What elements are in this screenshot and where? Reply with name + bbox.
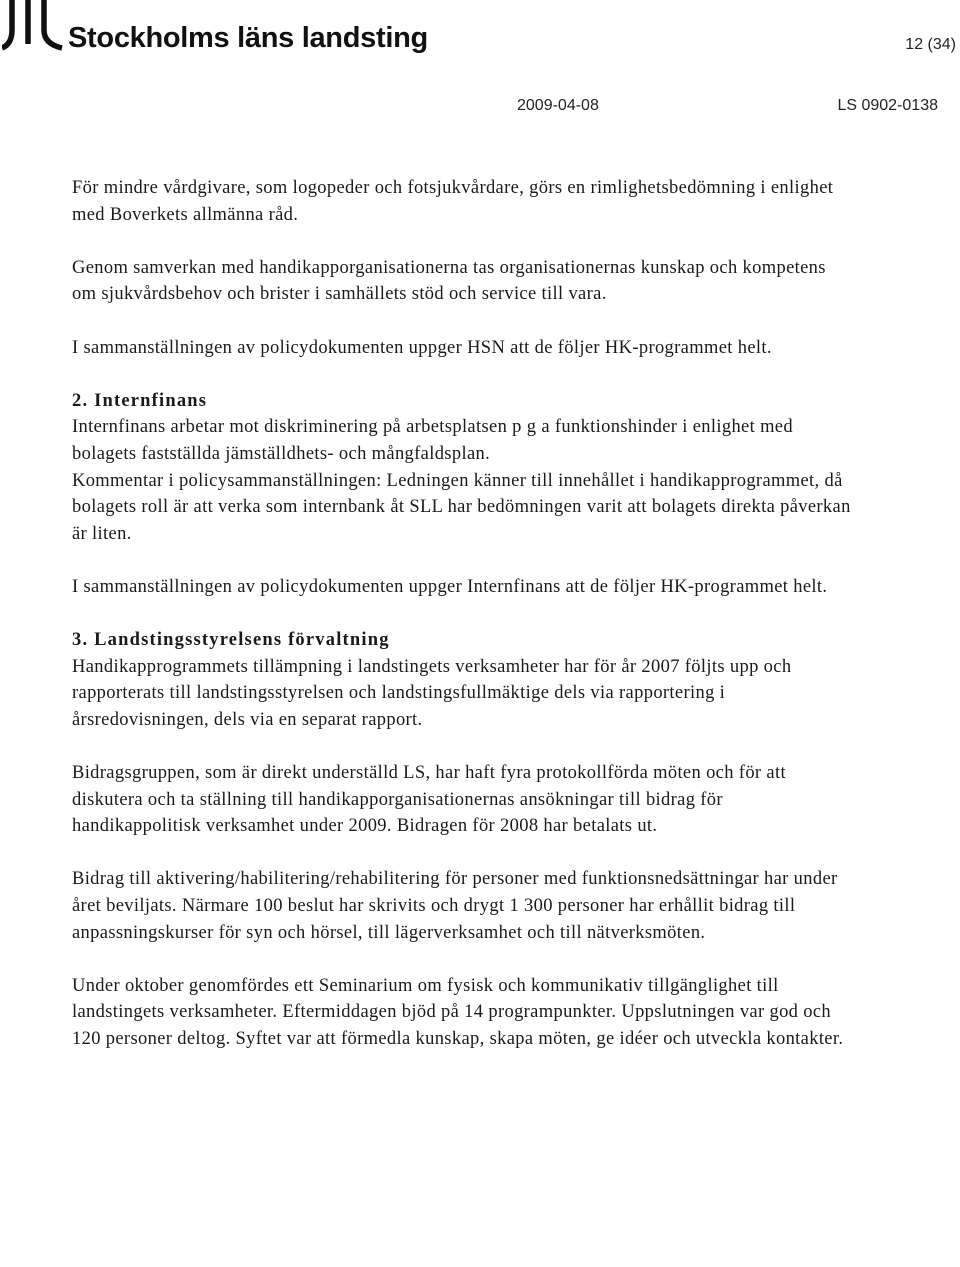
- paragraph: För mindre vårdgivare, som logopeder och fotsjukvårdare, görs en rimlighetsbedömning i enlighet med Boverkets allmänna råd.: [72, 178, 834, 225]
- document-reference: LS 0902-0138: [837, 97, 938, 114]
- paragraph: Handikapprogrammets tillämpning i landstingets verksamheter har för år 2007 följts upp och rapporterats till landstingsstyrelsen och landstingsfullmäktige dels via rapportering i årsredovisningen, dels via en separat rapport.: [72, 656, 792, 730]
- organization-name: Stockholms läns landsting: [68, 22, 428, 54]
- paragraph: I sammanställningen av policydokumenten uppger HSN att de följer HK-programmet helt.: [72, 337, 772, 358]
- section-heading: 3. Landstingsstyrelsens förvaltning: [72, 630, 390, 651]
- organization-logo: [2, 0, 428, 54]
- paragraph: I sammanställningen av policydokumenten uppger Internfinans att de följer HK-programmet helt.: [72, 576, 828, 597]
- paragraph: Bidrag till aktivering/habilitering/rehabilitering för personer med funktionsnedsättningar har under året beviljats. Närmare 100 beslut har skrivits och drygt 1 300 personer har erhållit bidrag till anpassningskurser för syn och hörsel, till lägerverksamhet och till nätverksmöten.: [72, 869, 838, 943]
- document-date: 2009-04-08: [517, 97, 599, 114]
- paragraph: Under oktober genomfördes ett Seminarium om fysisk och kommunikativ tillgänglighet till landstingets verksamheter. Eftermiddagen bjöd på 14 programpunkter. Uppslutningen var god och 120 personer deltog. Syftet var att förmedla kunskap, skapa möten, ge idéer och utveckla kontakter.: [72, 975, 844, 1049]
- section-heading: 2. Internfinans: [72, 390, 208, 411]
- paragraph: Bidragsgruppen, som är direkt underställd LS, har haft fyra protokollförda möten och för att diskutera och ta ställning till handikapporganisationernas ansökningar till bidrag för handikappolitisk verksamhet under 2009. Bidragen för 2008 har betalats ut.: [72, 763, 786, 837]
- paragraph: Internfinans arbetar mot diskriminering på arbetsplatsen p g a funktionshinder i enlighet med bolagets fastställda jämställdhets- och mångfaldsplan.: [72, 417, 793, 464]
- page-number: 12 (34): [905, 36, 956, 53]
- paragraph: Kommentar i policysammanställningen: Ledningen känner till innehållet i handikapprogrammet, då bolagets roll är att verka som internbank åt SLL har bedömningen varit att bolagets direkta påverkan är liten.: [72, 470, 851, 544]
- paragraph: Genom samverkan med handikapporganisationerna tas organisationernas kunskap och kompetens om sjukvårdsbehov och brister i samhällets stöd och service till vara.: [72, 257, 826, 305]
- document-body: [72, 175, 852, 1079]
- sll-logo-mark-icon: [2, 0, 64, 54]
